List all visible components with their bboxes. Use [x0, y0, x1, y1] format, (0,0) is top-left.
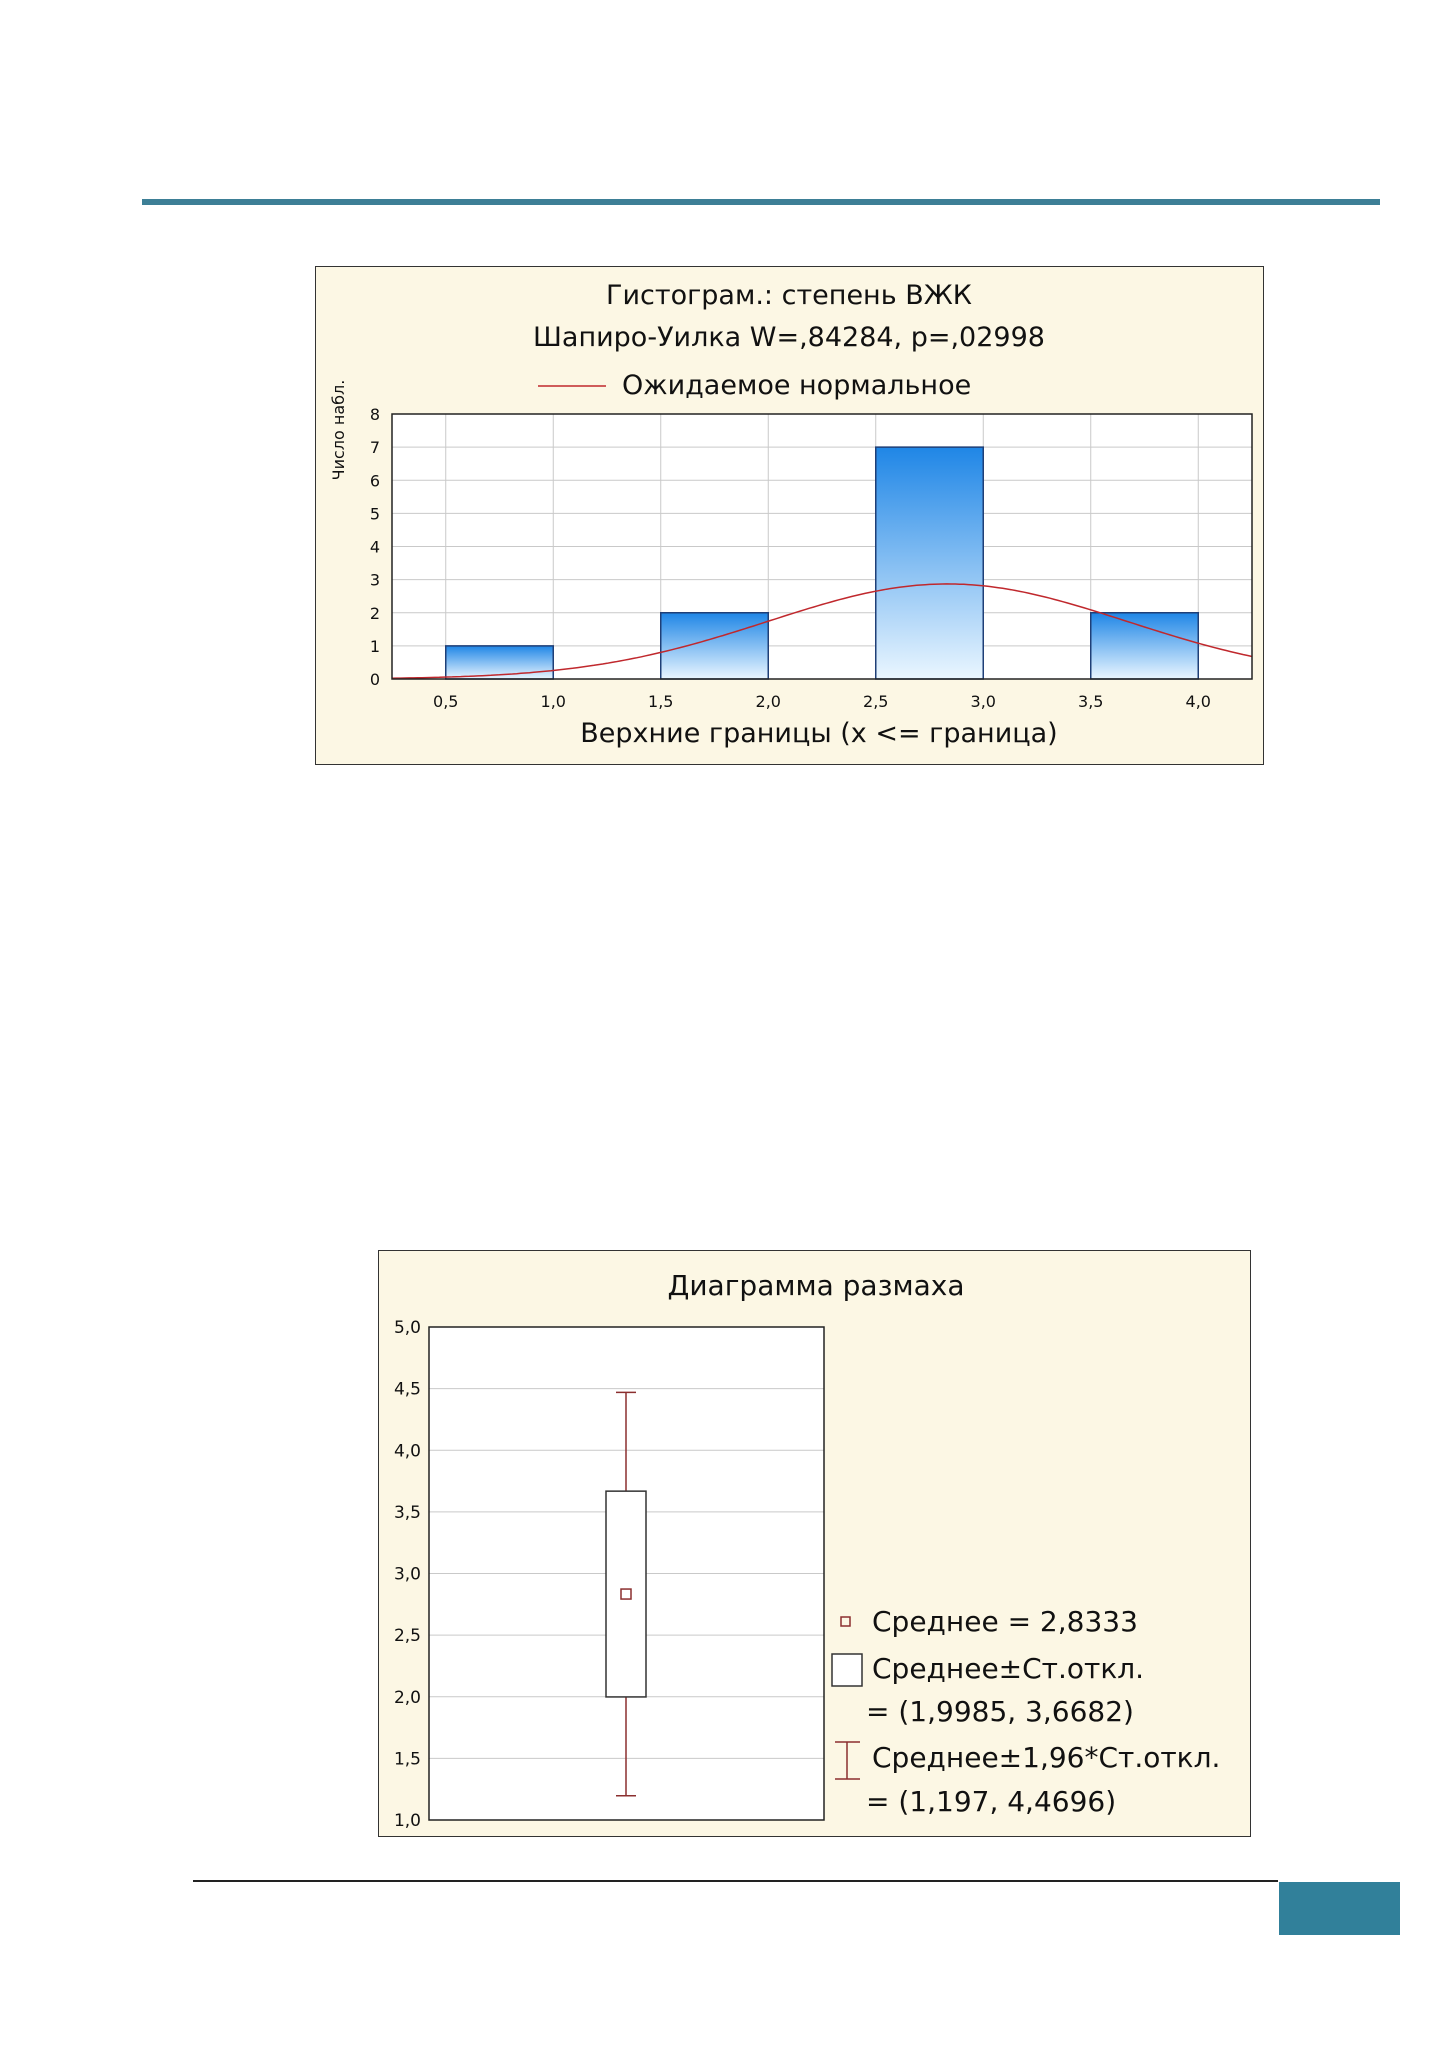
box-plot-area [394, 1318, 824, 1831]
box-plot-chart [378, 1250, 1251, 1837]
histogram-bar [876, 447, 984, 679]
y-tick-label: 1 [369, 636, 380, 656]
y-tick-label: 4,0 [393, 1441, 421, 1462]
y-tick-label: 3,0 [393, 1564, 421, 1585]
y-tick-label: 4 [369, 537, 380, 557]
bottom-rule [193, 1880, 1278, 1882]
histogram-bar [446, 646, 554, 679]
legend-label-normal: Ожидаемое нормальное [622, 370, 972, 401]
y-tick-label: 0 [369, 670, 380, 689]
x-tick-label: 3,5 [1078, 692, 1104, 711]
x-axis-label: Верхние границы (x <= граница) [580, 718, 1058, 749]
y-tick-label: 3 [369, 570, 380, 590]
page-number-tab [1279, 1882, 1400, 1935]
legend-mean-icon [841, 1617, 850, 1626]
legend-whisker-icon [835, 1742, 860, 1779]
legend-sd-label: Среднее±Ст.откл. [872, 1652, 1145, 1685]
box-plot-title: Диаграмма размаха [667, 1269, 965, 1302]
histogram-chart [315, 266, 1264, 765]
y-tick-label: 1,5 [393, 1749, 421, 1770]
x-tick-label: 2,5 [863, 692, 889, 711]
legend-sd-range: = (1,9985, 3,6682) [866, 1695, 1134, 1728]
y-tick-label: 2,0 [393, 1687, 421, 1708]
y-tick-label: 2 [369, 603, 380, 623]
y-tick-label: 6 [369, 471, 380, 491]
y-tick-label: 4,5 [393, 1379, 421, 1400]
legend-196sd-label: Среднее±1,96*Ст.откл. [872, 1741, 1221, 1774]
y-tick-label: 1,0 [393, 1811, 421, 1831]
top-rule [142, 199, 1380, 205]
y-tick-label: 2,5 [393, 1626, 421, 1647]
histogram-bar [661, 613, 769, 679]
legend-196sd-range: = (1,197, 4,4696) [866, 1785, 1117, 1818]
y-tick-label: 3,5 [393, 1502, 421, 1523]
x-tick-label: 1,5 [648, 692, 674, 711]
y-tick-label: 5,0 [393, 1318, 421, 1338]
x-tick-label: 1,0 [540, 692, 566, 711]
y-axis-label: Число набл. [329, 379, 348, 481]
sd-box [606, 1491, 646, 1697]
x-tick-label: 0,5 [433, 692, 459, 711]
y-tick-label: 8 [369, 405, 380, 424]
histogram-title: Гистограм.: степень ВЖК [606, 280, 972, 311]
histogram-svg [316, 267, 1262, 763]
legend-box-icon [832, 1654, 862, 1686]
histogram-bar [1091, 613, 1199, 679]
box-legend [832, 1605, 1220, 1818]
legend-mean-label: Среднее = 2,8333 [872, 1605, 1138, 1638]
histogram-plot [370, 405, 1252, 711]
y-tick-label: 7 [369, 438, 380, 458]
x-tick-label: 2,0 [755, 692, 781, 711]
x-tick-label: 3,0 [970, 692, 996, 711]
y-tick-label: 5 [369, 504, 380, 524]
x-tick-label: 4,0 [1185, 692, 1211, 711]
histogram-subtitle: Шапиро-Уилка W=,84284, p=,02998 [533, 322, 1045, 353]
box-plot-svg [379, 1251, 1249, 1835]
